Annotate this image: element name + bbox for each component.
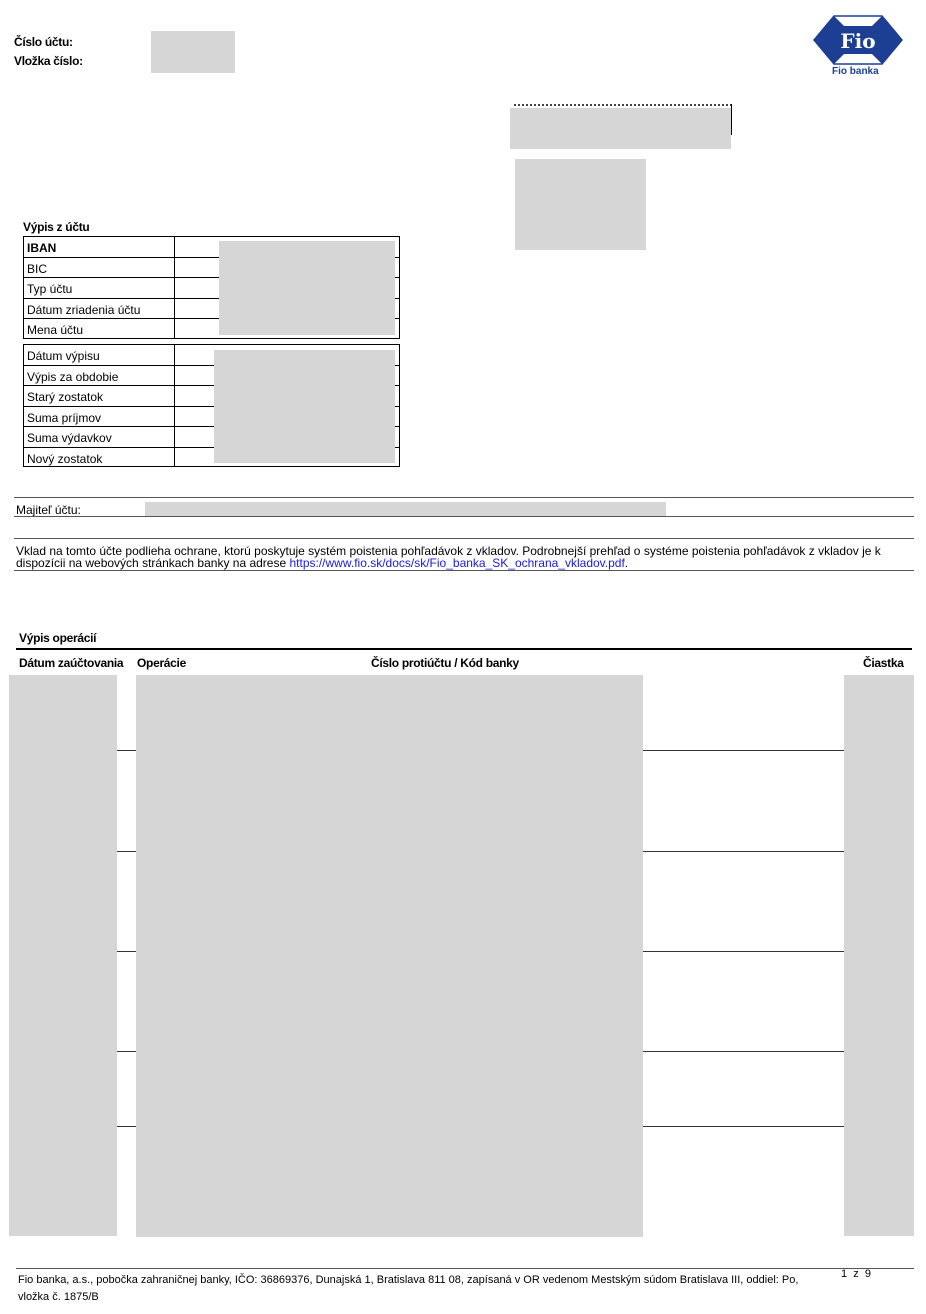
address-right-border [731,104,732,135]
svg-text:Fio: Fio [840,29,876,53]
bank-name: Fio banka [832,66,879,77]
fio-logo-icon [810,14,906,66]
column-date: Dátum zaúčtovania [19,656,124,670]
owner-top-rule [14,497,914,498]
income-sum-label: Suma príjmov [27,410,102,425]
account-summary-title: Výpis z účtu [23,220,90,234]
account-opened-label: Dátum zriadenia účtu [27,302,141,317]
owner-redacted [145,502,666,516]
notice-suffix: . [624,556,629,570]
account-number-label: Číslo účtu: [14,35,73,49]
notice-text: Vklad na tomto účte podlieha ochrane, ktorú poskytuje systém poistenia pohľadávok z vkladov. Podrobnejší prehľad o systéme poistenia pohľadávok z vkladov je k dispozícii na webových stránkach banky na adrese [16,544,881,570]
statement-info-redacted [214,350,395,463]
footer-text: Fio banka, a.s., pobočka zahraničnej banky, IČO: 36869376, Dunajská 1, Bratislava 811 08, zapísaná v OR vedenom Mestským súdom Bratislava III, oddiel: Po, vložka č. 1875/B [18,1274,799,1303]
amounts-redacted [844,675,914,1236]
address-top-line [514,104,732,106]
notice-top-rule [14,538,914,539]
bic-label: BIC [27,261,48,276]
old-balance-label: Starý zostatok [27,390,104,404]
account-type-label: Typ účtu [27,282,73,296]
deposit-protection-notice [16,545,914,569]
deposit-protection-link[interactable]: https://www.fio.sk/docs/sk/Fio_banka_SK_ochrana_vkladov.pdf [289,556,625,570]
insert-number-label: Vložka číslo: [14,54,83,68]
fio-banka-logo [810,14,906,80]
iban-label: IBAN [27,241,57,255]
column-operation: Operácie [137,656,186,670]
address-redacted-1 [510,108,731,149]
footer-rule [16,1268,914,1269]
address-redacted-2 [515,159,646,250]
column-amount: Čiastka [863,656,904,670]
owner-label: Majiteľ účtu: [16,503,81,517]
operations-redacted [136,675,643,1237]
account-info-redacted [219,241,395,335]
dates-redacted [9,675,117,1236]
statement-date-label: Dátum výpisu [27,349,100,363]
owner-bottom-rule [14,516,914,517]
statement-period-label: Výpis za obdobie [27,369,119,384]
operations-title: Výpis operácií [19,631,97,645]
operations-header-rule [16,648,912,650]
currency-label: Mena účtu [27,323,84,337]
column-counter-account: Číslo protiúčtu / Kód banky [371,656,519,670]
page-indicator: 1 z 9 [841,1268,871,1280]
expense-sum-label: Suma výdavkov [27,431,112,445]
new-balance-label: Nový zostatok [27,451,103,466]
notice-bottom-rule [14,570,914,571]
account-number-redacted [151,31,235,73]
